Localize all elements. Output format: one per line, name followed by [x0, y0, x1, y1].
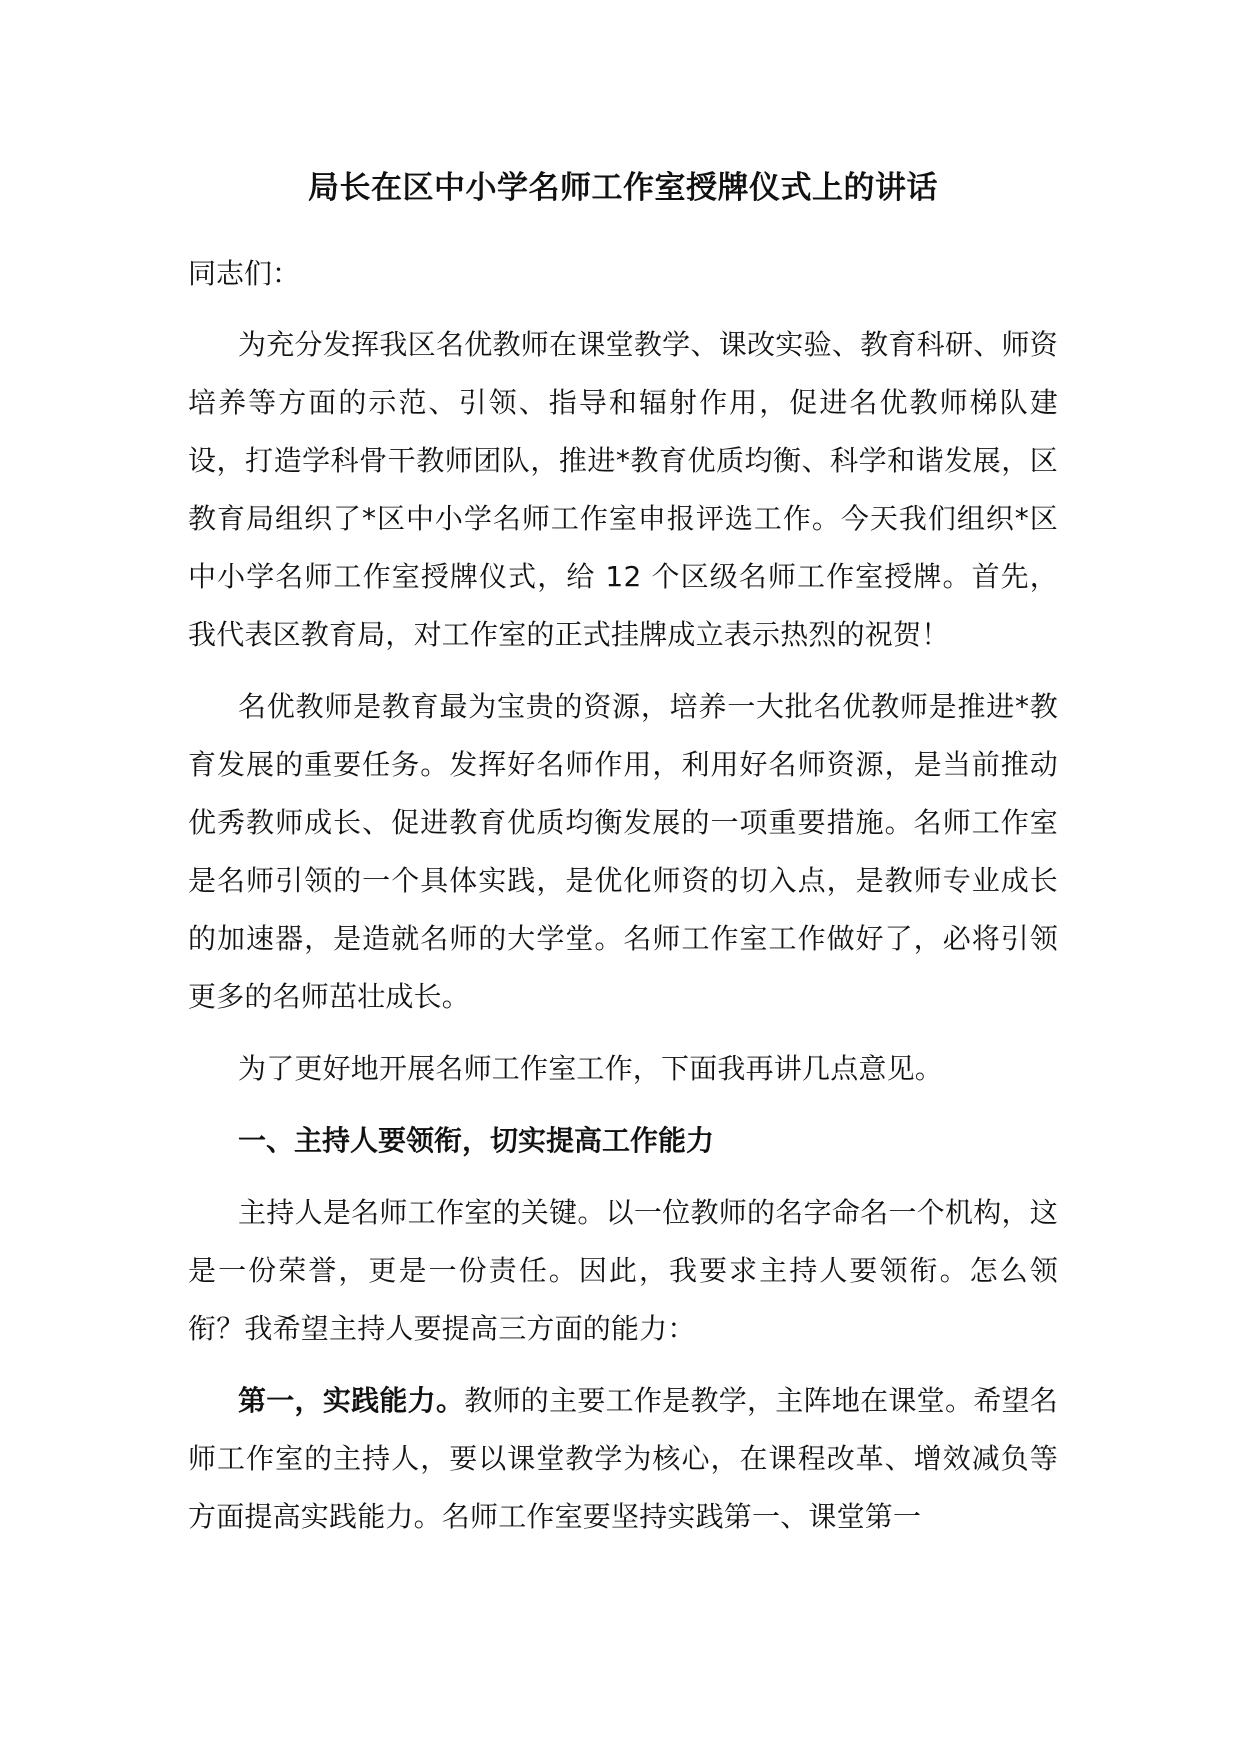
paragraph-2: 名优教师是教育最为宝贵的资源，培养一大批名优教师是推进*教育发展的重要任务。发挥好名师作用，利用好名师资源，是当前推动优秀教师成长、促进教育优质均衡发展的一项重要措施。名师工作室是名师引领的一个具体实践，是优化师资的切入点，是教师专业成长的加速器，是造就名师的大学堂。名师工作室工作做好了，必将引领更多的名师茁壮成长。	[188, 690, 1058, 1013]
section-1-heading: 一、主持人要领衔，切实提高工作能力	[238, 1124, 715, 1157]
document-title: 局长在区中小学名师工作室授牌仪式上的讲话	[308, 170, 938, 206]
paragraph-1: 为充分发挥我区名优教师在课堂教学、课改实验、教育科研、师资培养等方面的示范、引领、指导和辐射作用，促进名优教师梯队建设，打造学科骨干教师团队，推进*教育优质均衡、科学和谐发展，区教育局组织了*区中小学名师工作室申报评选工作。今天我们组织*区中小学名师工作室授牌仪式，给 12 个区级名师工作室授牌。首先，我代表区教育局，对工作室的正式挂牌成立表示热烈的祝贺！	[188, 328, 1058, 651]
paragraph-3: 为了更好地开展名师工作室工作，下面我再讲几点意见。	[238, 1052, 944, 1085]
salutation: 同志们：	[188, 257, 301, 290]
paragraph-4: 主持人是名师工作室的关键。以一位教师的名字命名一个机构，这是一份荣誉，更是一份责任。因此，我要求主持人要领衔。怎么领衔？我希望主持人要提高三方面的能力：	[188, 1196, 1058, 1345]
document-body	[188, 150, 1058, 1546]
paragraph-5-body: 教师的主要工作是教学，主阵地在课堂。希望名师工作室的主持人，要以课堂教学为核心，在课程改革、增效减负等方面提高实践能力。名师工作室要坚持实践第一、课堂第一	[188, 1384, 1058, 1533]
paragraph-5	[188, 1372, 1058, 1546]
paragraph-5-lead: 第一，实践能力。	[238, 1384, 465, 1417]
